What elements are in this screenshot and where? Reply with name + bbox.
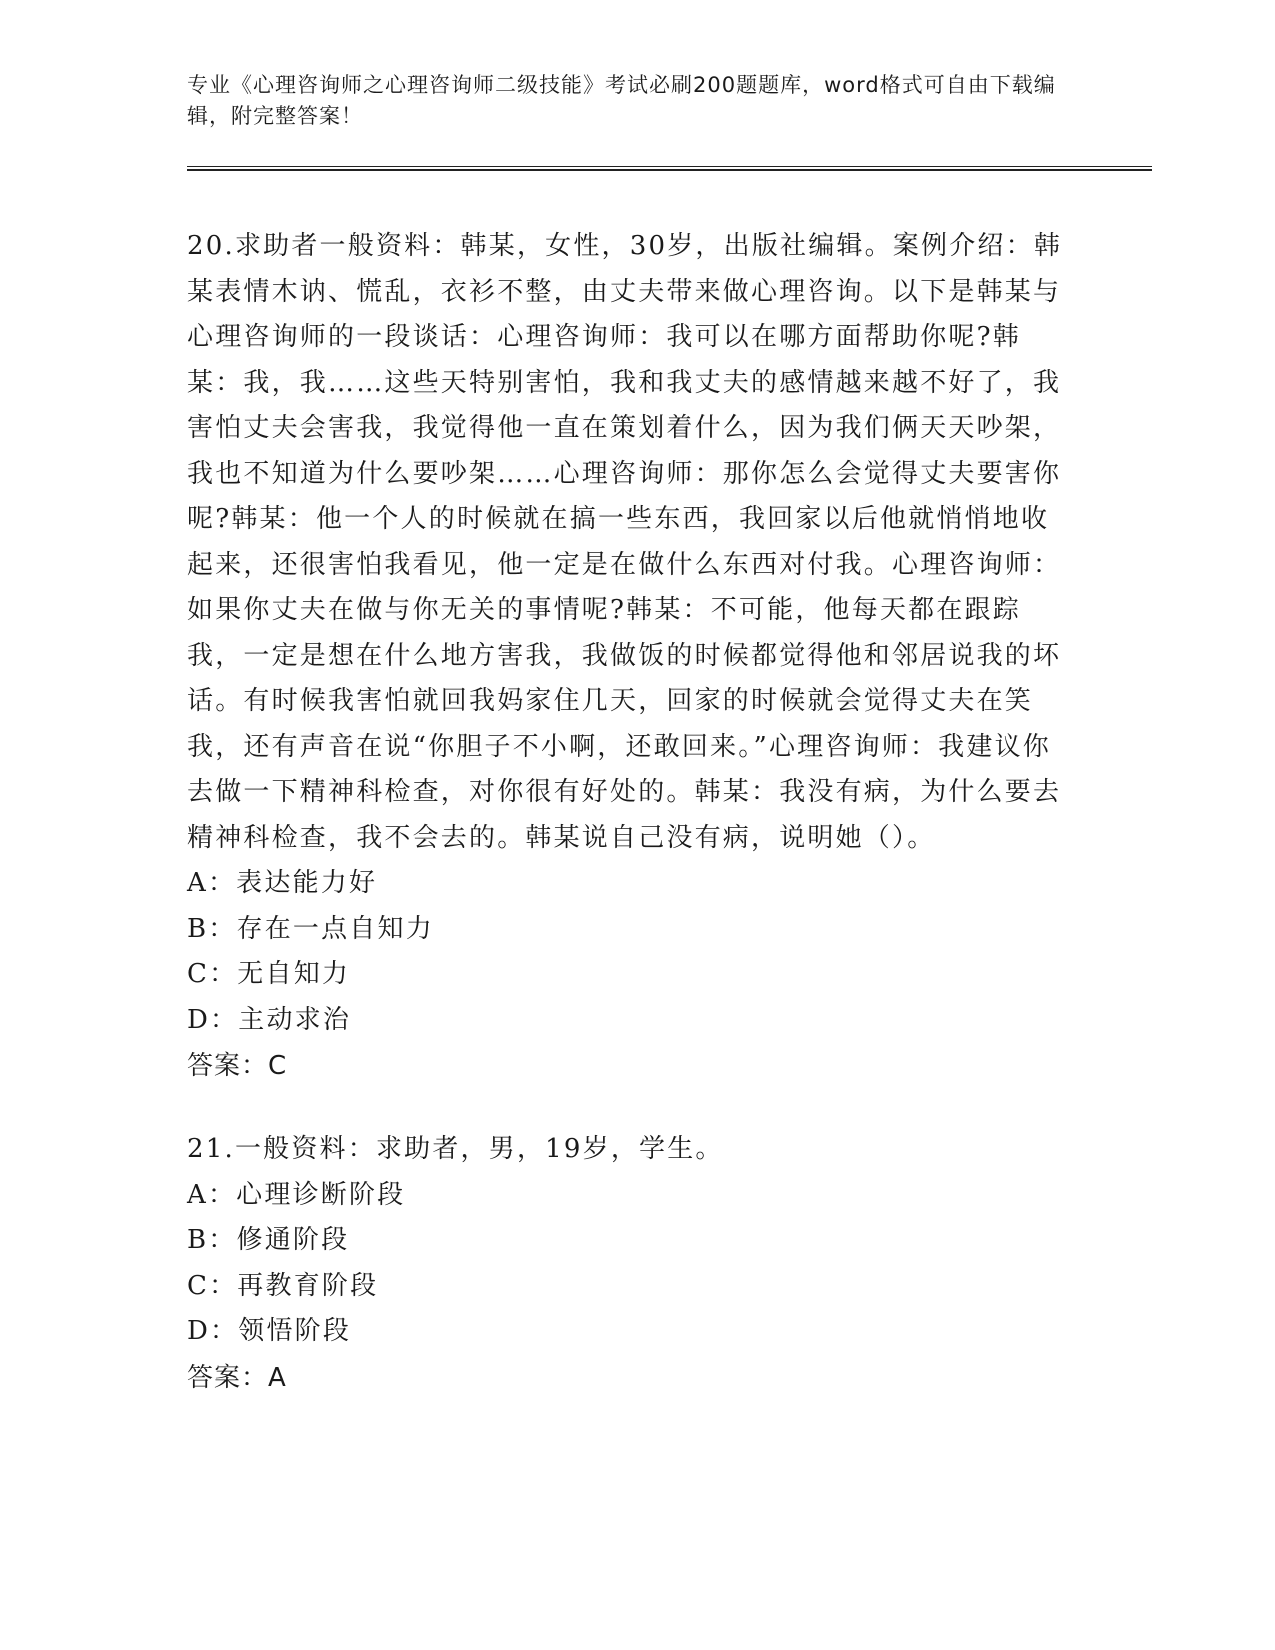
- answer: 答案：C: [187, 1051, 288, 1081]
- option-c: C：无自知力: [187, 959, 351, 989]
- question-stem: 20.求助者一般资料：韩某，女性，30岁，出版社编辑。案例介绍：韩某表情木讷、慌乱，衣衫不整，由丈夫带来做心理咨询。以下是韩某与心理咨询师的一段谈话：心理咨询师：我可以在哪方面帮助你呢?韩某：我，我……这些天特别害怕，我和我丈夫的感情越来越不好了，我害怕丈夫会害我，我觉得他一直在策划着什么，因为我们俩天天吵架，我也不知道为什么要吵架……心理咨询师：那你怎么会觉得丈夫要害你呢?韩某：他一个人的时候就在搞一些东西，我回家以后他就悄悄地收起来，还很害怕我看见，他一定是在做什么东西对付我。心理咨询师：如果你丈夫在做与你无关的事情呢?韩某：不可能，他每天都在跟踪我，一定是想在什么地方害我，我做饭的时候都觉得他和邻居说我的坏话。有时候我害怕就回我妈家住几天，回家的时候就会觉得丈夫在笑我，还有声音在说“你胆子不小啊，还敢回来。”心理咨询师：我建议你去做一下精神科检查，对你很有好处的。韩某：我没有病，为什么要去精神科检查，我不会去的。韩某说自己没有病，说明她（）。: [187, 231, 1063, 853]
- option-d: D：主动求治: [187, 1004, 352, 1035]
- document-header: 专业《心理咨询师之心理咨询师二级技能》考试必刷200题题库，word格式可自由下载编辑，附完整答案！: [187, 73, 1056, 128]
- option-d: D：领悟阶段: [187, 1316, 352, 1346]
- option-b: B：存在一点自知力: [187, 913, 434, 944]
- option-b: B：修通阶段: [187, 1225, 350, 1255]
- question-21: [187, 1127, 1077, 1401]
- document-page: [187, 70, 1147, 1401]
- option-c: C：再教育阶段: [187, 1270, 379, 1301]
- question-stem: 21.一般资料：求助者，男，19岁，学生。: [187, 1134, 724, 1164]
- option-a: A：心理诊断阶段: [187, 1179, 406, 1210]
- option-a: A：表达能力好: [187, 868, 378, 898]
- question-20: [187, 224, 1077, 1089]
- answer: 答案：A: [187, 1362, 287, 1393]
- header-divider: [187, 166, 1152, 171]
